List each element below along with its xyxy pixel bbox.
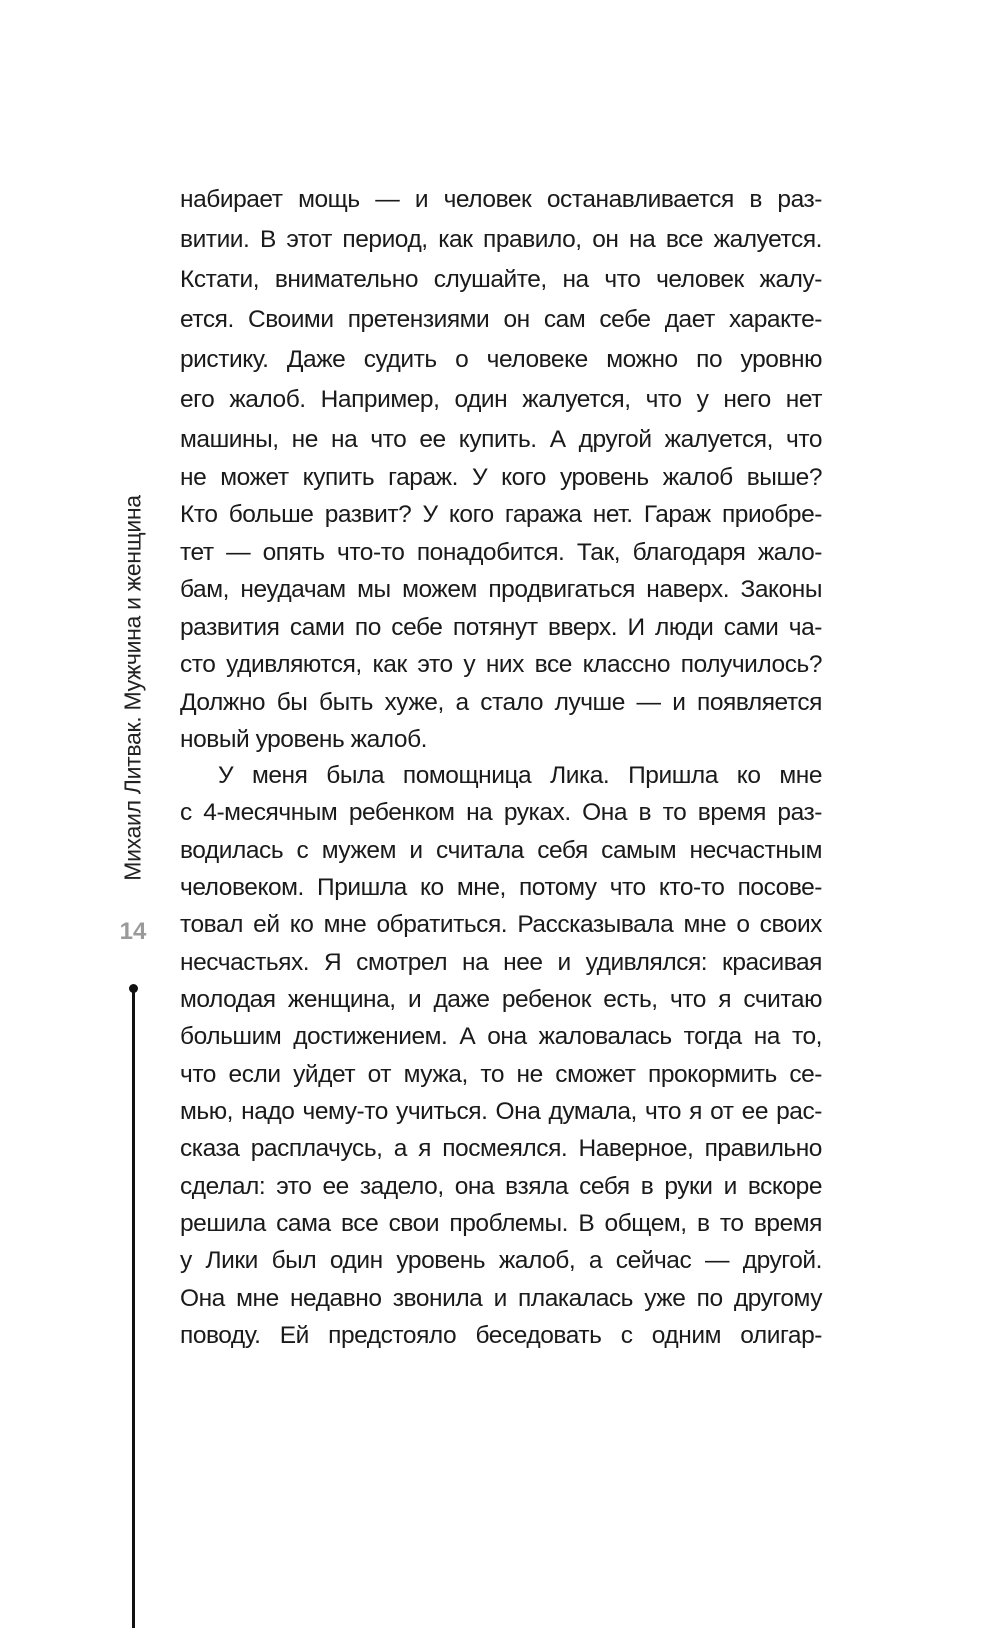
text-line: У меня была помощница Лика. Пришла ко мне: [218, 762, 822, 789]
text-line: человеком. Пришла ко мне, потому что кто-то посове-: [180, 874, 822, 901]
text-line: сто удивляются, как это у них все классно получилось?: [180, 651, 822, 678]
text-line: ристику. Даже судить о человеке можно по уровню: [180, 346, 822, 373]
text-line: несчастьях. Я смотрел на нее и удивлялся: красивая: [180, 949, 822, 976]
text-line: мью, надо чему-то учиться. Она думала, что я от ее рас-: [180, 1098, 822, 1125]
text-line: что если уйдет от мужа, то не сможет прокормить се-: [180, 1061, 822, 1088]
text-line: Она мне недавно звонила и плакалась уже по другому: [180, 1285, 822, 1312]
text-line: большим достижением. А она жаловалась тогда на то,: [180, 1023, 822, 1050]
vertical-rule: [132, 988, 135, 1628]
text-line: молодая женщина, и даже ребенок есть, что я считаю: [180, 986, 822, 1013]
text-line: витии. В этот период, как правило, он на все жалуется.: [180, 226, 822, 253]
text-line: Кстати, внимательно слушайте, на что человек жалу-: [180, 266, 822, 293]
text-line: тет — опять что-то понадобится. Так, благодаря жало-: [180, 539, 822, 566]
text-line: товал ей ко мне обратиться. Рассказывала мне о своих: [180, 911, 822, 938]
text-line: его жалоб. Например, один жалуется, что у него нет: [180, 386, 822, 413]
text-line: развития сами по себе потянут вверх. И люди сами ча-: [180, 614, 822, 641]
text-line: у Лики был один уровень жалоб, а сейчас — другой.: [180, 1247, 822, 1274]
running-head: Михаил Литвак. Мужчина и женщина: [119, 495, 146, 881]
text-line: сделал: это ее задело, она взяла себя в руки и вскоре: [180, 1173, 822, 1200]
text-line: водилась с мужем и считала себя самым несчастным: [180, 837, 822, 864]
text-line: с 4-месячным ребенком на руках. Она в то время раз-: [180, 799, 822, 826]
text-line: набирает мощь — и человек останавливается в раз-: [180, 186, 822, 213]
text-line: ется. Своими претензиями он сам себе дает характе-: [180, 306, 822, 333]
text-line: новый уровень жалоб.: [180, 726, 428, 753]
text-line: поводу. Ей предстояло беседовать с одним олигар-: [180, 1322, 822, 1349]
page-number: 14: [119, 918, 147, 945]
text-line: машины, не на что ее купить. А другой жалуется, что: [180, 426, 822, 453]
text-line: бам, неудачам мы можем продвигаться наверх. Законы: [180, 576, 822, 603]
text-line: сказа расплачусь, а я посмеялся. Наверное, правильно: [180, 1135, 822, 1162]
text-line: решила сама все свои проблемы. В общем, в то время: [180, 1210, 822, 1237]
text-line: Кто больше развит? У кого гаража нет. Гараж приобре-: [180, 501, 822, 528]
text-line: не может купить гараж. У кого уровень жалоб выше?: [180, 464, 822, 491]
text-line: Должно бы быть хуже, а стало лучше — и появляется: [180, 689, 822, 716]
